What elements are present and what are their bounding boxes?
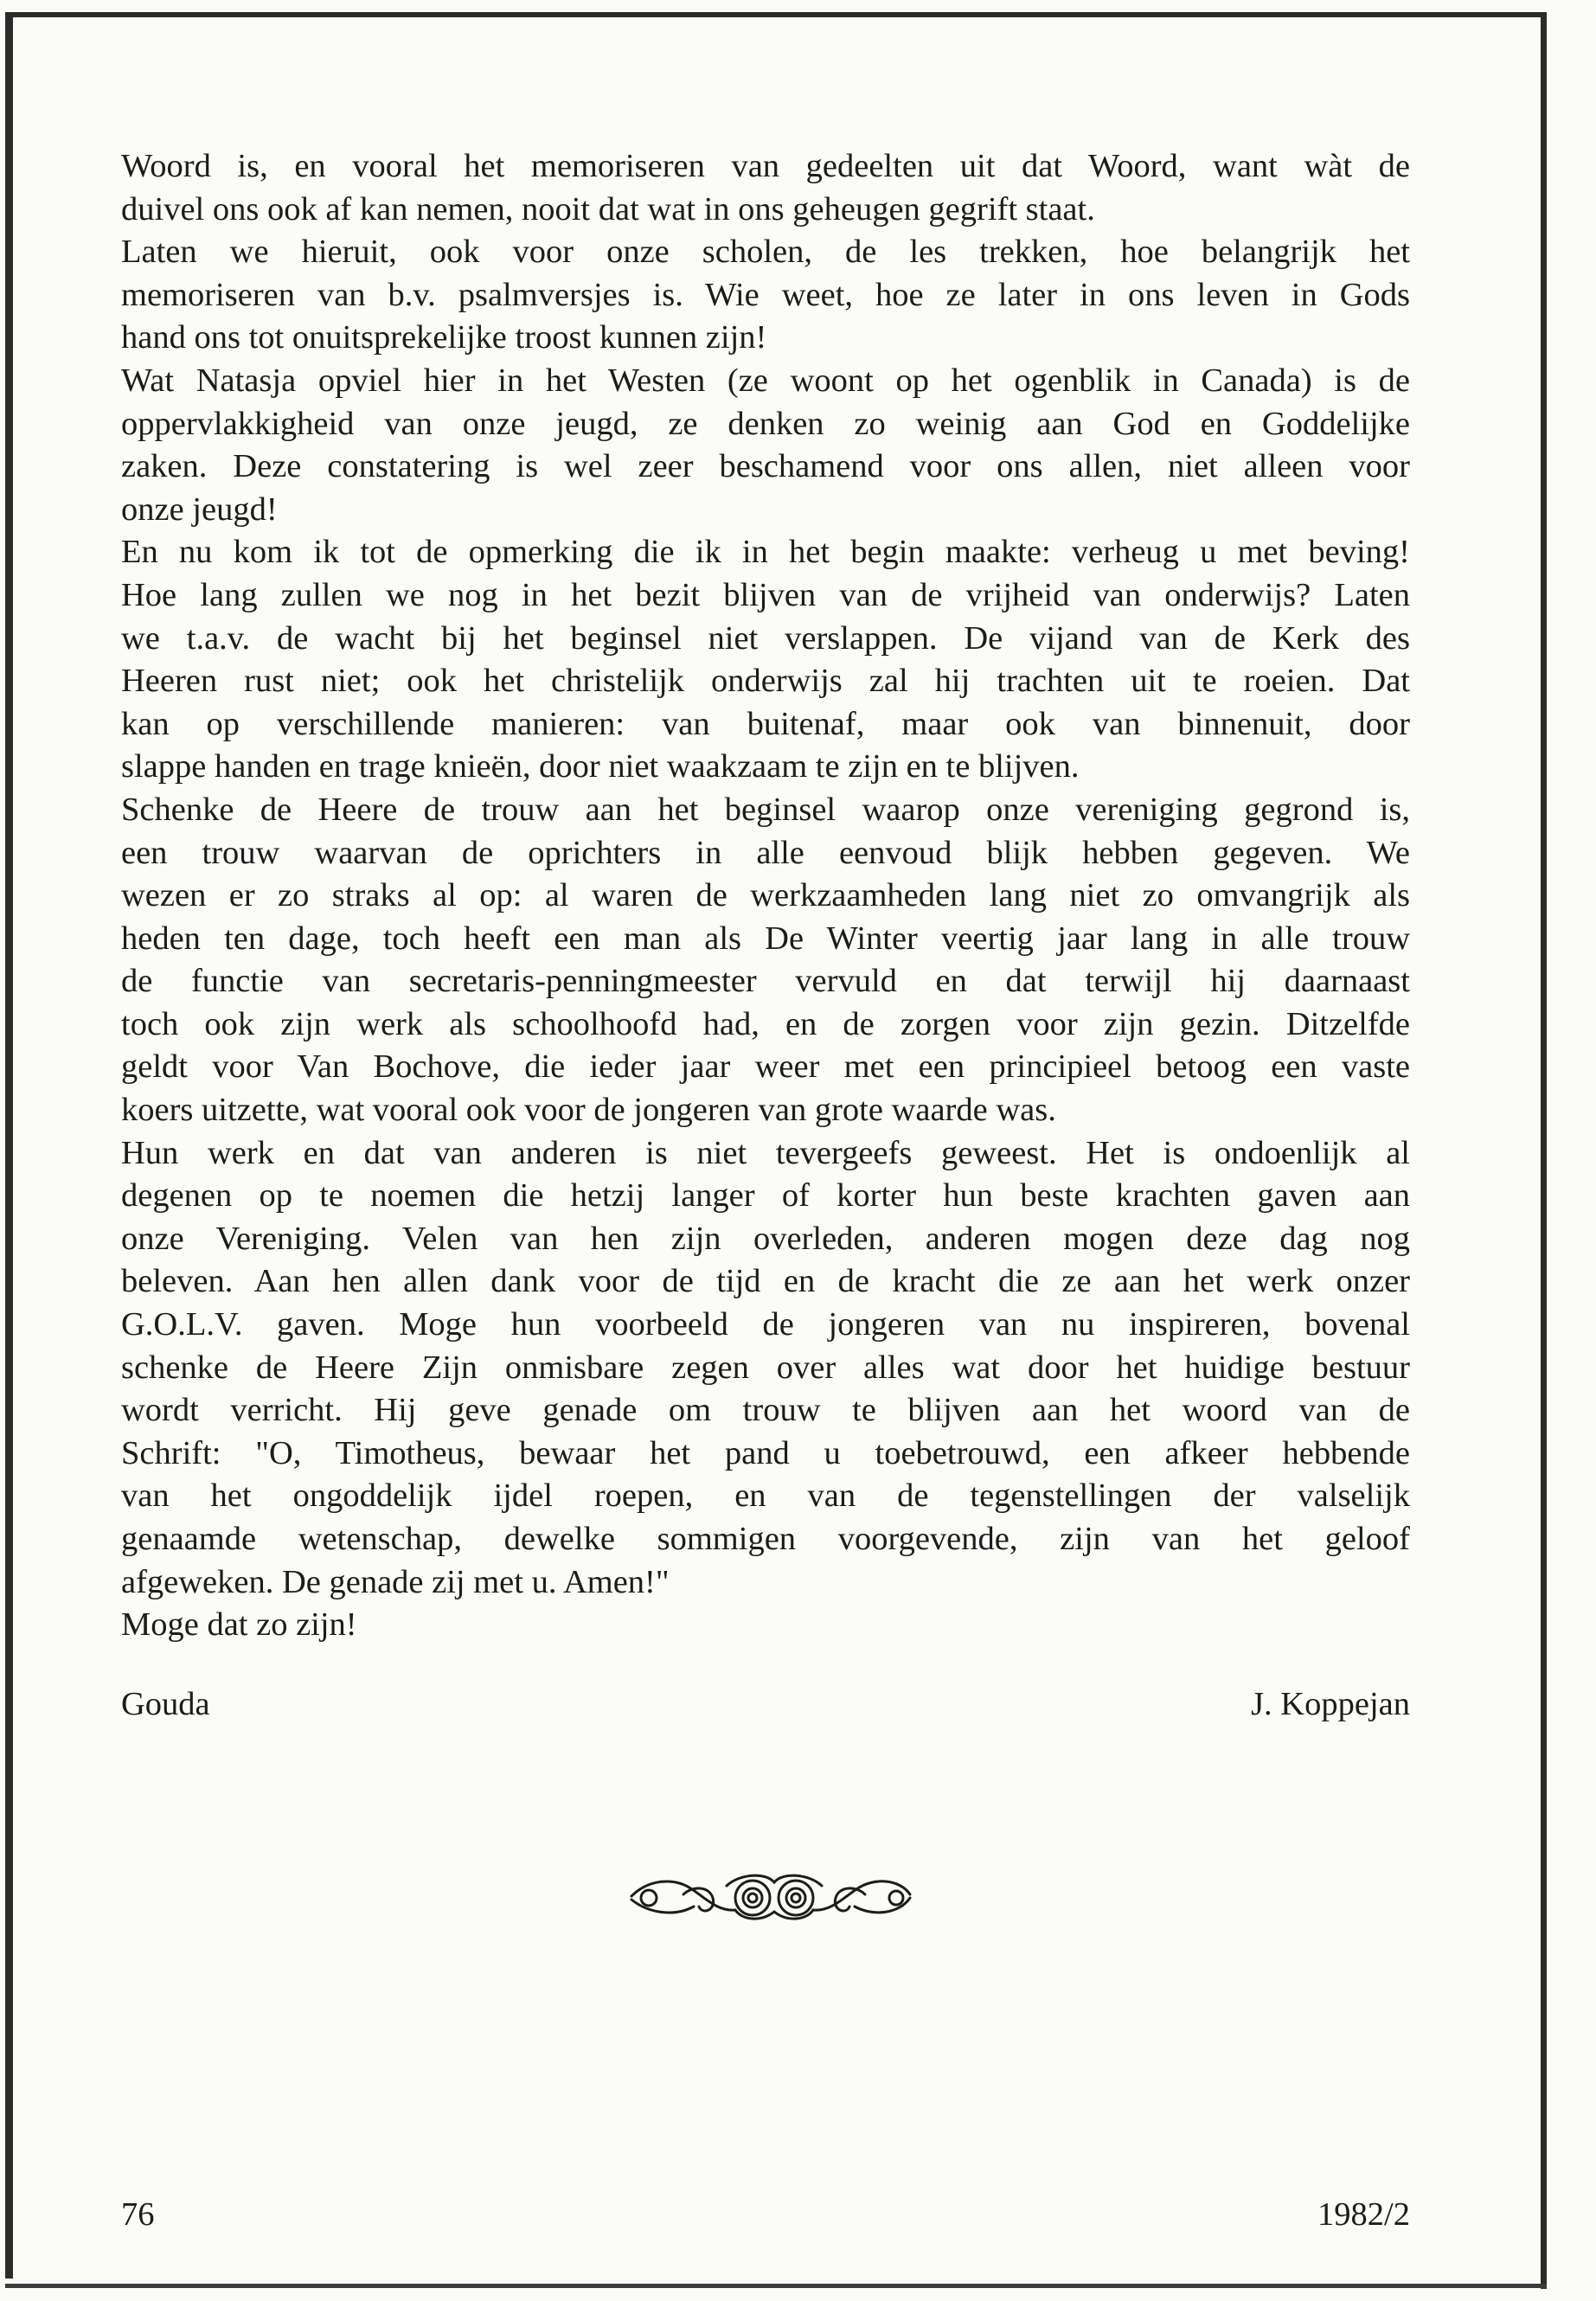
text-line: hand ons tot onuitsprekelijke troost kunnen zijn!	[121, 319, 767, 356]
text-line: afgeweken. De genade zij met u. Amen!"	[121, 1563, 670, 1600]
text-line: beleven. Aan hen allen dank voor de tijd en de kracht die ze aan het werk onzer	[121, 1263, 1410, 1300]
text-line: heden ten dage, toch heeft een man als De Winter veertig jaar lang in alle trouw	[121, 920, 1410, 957]
place-name: Gouda	[121, 1686, 210, 1722]
text-line: een trouw waarvan de oprichters in alle eenvoud blijk hebben gegeven. We	[121, 834, 1410, 871]
text-line: genaamde wetenschap, dewelke sommigen voorgevende, zijn van het geloof	[121, 1521, 1410, 1557]
text-line: memoriseren van b.v. psalmversjes is. Wie weet, hoe ze later in ons leven in Gods	[121, 276, 1410, 313]
text-line: de functie van secretaris-penningmeester vervuld en dat terwijl hij daarnaast	[121, 963, 1410, 1000]
text-line: duivel ons ook af kan nemen, nooit dat wat in ons geheugen gegrift staat.	[121, 190, 1095, 228]
text-line: Woord is, en vooral het memoriseren van gedeelten uit dat Woord, want wàt de	[121, 148, 1410, 184]
text-line: oppervlakkigheid van onze jeugd, ze denken zo weinig aan God en Goddelijke	[121, 405, 1410, 442]
text-line: G.O.L.V. gaven. Moge hun voorbeeld de jongeren van nu inspireren, bovenal	[121, 1306, 1410, 1343]
text-line: Hoe lang zullen we nog in het bezit blijven van de vrijheid van onderwijs? Laten	[121, 576, 1410, 613]
text-line: Schenke de Heere de trouw aan het beginsel waarop onze vereniging gegrond is,	[121, 791, 1410, 828]
scan-border-left	[5, 12, 13, 2279]
ornament-icon	[623, 1860, 917, 1938]
text-line: wezen er zo straks al op: al waren de werkzaamheden lang niet zo omvangrijk als	[121, 877, 1410, 914]
text-line: onze jeugd!	[121, 490, 278, 528]
text-line: Hun werk en dat van anderen is niet tevergeefs geweest. Het is ondoenlijk al	[121, 1134, 1410, 1171]
text-line: En nu kom ik tot de opmerking die ik in het begin maakte: verheug u met beving!	[121, 534, 1410, 571]
text-line: van het ongoddelijk ijdel roepen, en van de tegenstellingen der valselijk	[121, 1477, 1410, 1515]
scan-border-top	[5, 12, 1541, 17]
signature-row	[121, 1685, 1410, 1723]
author-name: J. Koppejan	[1251, 1686, 1410, 1722]
text-line: geldt voor Van Bochove, die ieder jaar weer met een principieel betoog een vaste	[121, 1048, 1410, 1086]
issue-number: 1982/2	[1317, 2196, 1410, 2233]
text-line: slappe handen en trage knieën, door niet waakzaam te zijn en te blijven.	[121, 748, 1080, 785]
text-line: Moge dat zo zijn!	[121, 1606, 357, 1644]
text-line: zaken. Deze constatering is wel zeer beschamend voor ons allen, niet alleen voor	[121, 448, 1410, 485]
text-line: toch ook zijn werk als schoolhoofd had, en de zorgen voor zijn gezin. Ditzelfde	[121, 1005, 1410, 1042]
text-line: Wat Natasja opviel hier in het Westen (ze woont op het ogenblik in Canada) is de	[121, 362, 1410, 399]
page-footer	[121, 2195, 1410, 2234]
text-line: kan op verschillende manieren: van buitenaf, maar ook van binnenuit, door	[121, 705, 1410, 742]
text-line: we t.a.v. de wacht bij het beginsel niet verslappen. De vijand van de Kerk des	[121, 619, 1410, 657]
scan-border-bottom	[5, 2284, 1547, 2288]
text-line: Laten we hieruit, ook voor onze scholen, de les trekken, hoe belangrijk het	[121, 234, 1410, 271]
text-line: onze Vereniging. Velen van hen zijn overleden, anderen mogen deze dag nog	[121, 1220, 1410, 1257]
page-number: 76	[121, 2196, 155, 2233]
text-line: schenke de Heere Zijn onmisbare zegen over alles wat door het huidige bestuur	[121, 1349, 1410, 1386]
text-line: Heeren rust niet; ook het christelijk onderwijs zal hij trachten uit te roeien. Dat	[121, 663, 1410, 700]
text-line: wordt verricht. Hij geve genade om trouw te blijven aan het woord van de	[121, 1392, 1410, 1429]
body-text	[121, 145, 1410, 1647]
scan-border-right	[1541, 12, 1547, 2289]
text-line: koers uitzette, wat vooral ook voor de jongeren van grote waarde was.	[121, 1092, 1056, 1129]
text-line: Schrift: "O, Timotheus, bewaar het pand u toebetrouwd, een afkeer hebbende	[121, 1434, 1410, 1471]
text-line: degenen op te noemen die hetzij langer of korter hun beste krachten gaven aan	[121, 1177, 1410, 1215]
